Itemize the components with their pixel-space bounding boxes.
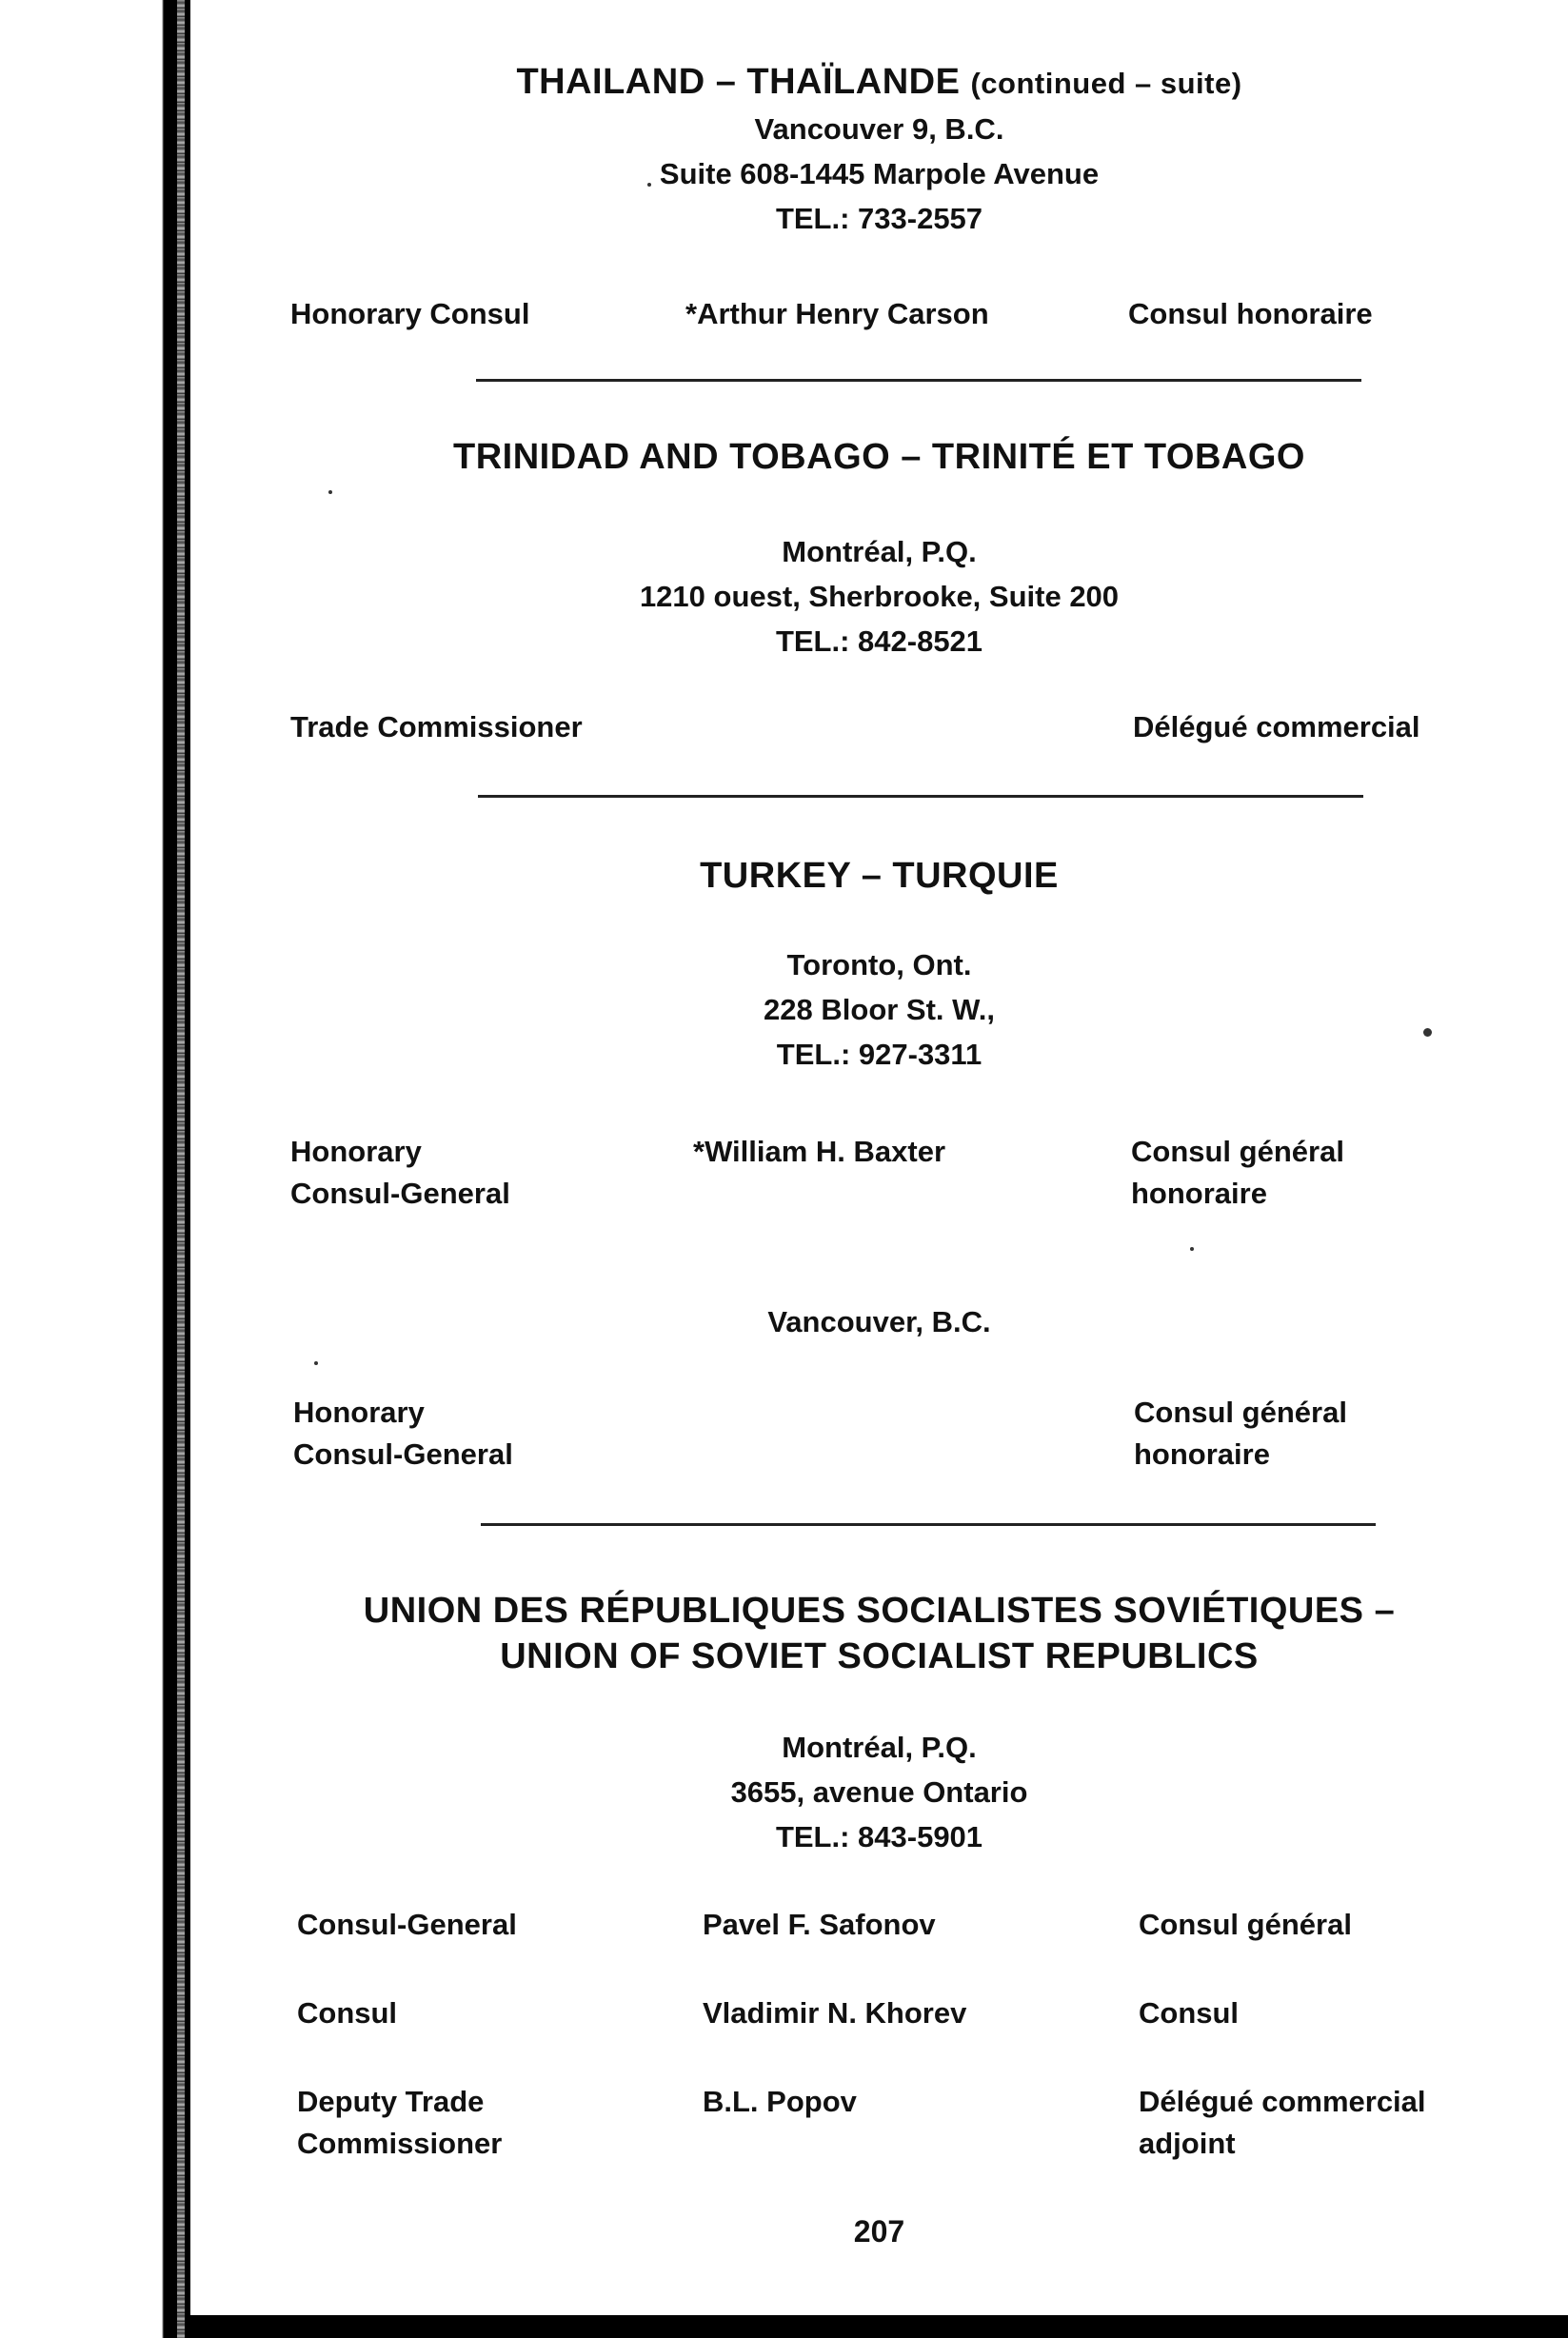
page-number: 207 — [853, 2214, 905, 2249]
official-row — [190, 1992, 1568, 2088]
title-suffix: (continued – suite) — [970, 67, 1242, 100]
title-english — [290, 1131, 633, 1215]
official-row — [190, 1131, 1568, 1226]
section-divider — [476, 379, 1361, 382]
document-page — [190, 0, 1568, 2315]
title-english-line1: Deputy Trade — [297, 2085, 485, 2118]
title-english: Honorary Consul — [290, 297, 530, 330]
title-french — [1134, 1392, 1534, 1476]
title-english-line2: Consul-General — [293, 1437, 513, 1471]
title-french: Consul — [1139, 1996, 1240, 2030]
title-english: Consul — [297, 1996, 398, 2030]
section-divider — [481, 1523, 1376, 1526]
street-address: 228 Bloor St. W., — [764, 993, 995, 1026]
title-english — [293, 1392, 636, 1476]
section-turkey — [190, 853, 1568, 1077]
title-french-line1: Délégué commercial — [1139, 2085, 1426, 2118]
official-row — [190, 1904, 1568, 1999]
telephone: TEL.: 842-8521 — [775, 624, 983, 658]
title-french: Délégué commercial — [1133, 710, 1420, 743]
scan-speck — [328, 490, 332, 494]
title-french — [1139, 2081, 1538, 2165]
binding-edge — [0, 0, 190, 2338]
scan-speck — [314, 1361, 318, 1365]
official-name: Vladimir N. Khorev — [703, 1996, 967, 2030]
section-divider — [478, 795, 1363, 798]
official-row — [190, 1392, 1568, 1487]
title-english-line1: Honorary — [293, 1396, 425, 1429]
scan-speck — [1190, 1247, 1194, 1251]
official-name: *Arthur Henry Carson — [685, 297, 989, 330]
official-row — [190, 706, 1568, 802]
official-name: Pavel F. Safonov — [703, 1908, 936, 1941]
city: Toronto, Ont. — [786, 948, 972, 981]
title-english — [297, 2081, 640, 2165]
title-english: Trade Commissioner — [290, 710, 583, 743]
city: Vancouver 9, B.C. — [754, 112, 1004, 146]
city: Montréal, P.Q. — [782, 1731, 977, 1764]
official-name: B.L. Popov — [703, 2085, 857, 2118]
title-french-line2: honoraire — [1134, 1437, 1270, 1471]
subsection-vancouver — [190, 1299, 1568, 1344]
street-address: Suite 608-1445 Marpole Avenue — [659, 157, 1100, 190]
street-address: 1210 ouest, Sherbrooke, Suite 200 — [639, 580, 1120, 613]
title-french: Consul général — [1139, 1908, 1352, 1941]
section-trinidad-tobago — [190, 434, 1568, 664]
country-name-french: UNION DES RÉPUBLIQUES SOCIALISTES SOVIÉTIQUES – — [363, 1591, 1396, 1631]
official-row — [190, 2081, 1568, 2176]
city: Montréal, P.Q. — [782, 535, 977, 568]
title-french-line2: adjoint — [1139, 2127, 1236, 2160]
title-english-line2: Consul-General — [290, 1177, 510, 1210]
section-thailand — [190, 59, 1568, 241]
section-title — [190, 59, 1568, 107]
country-name: THAILAND – THAÏLANDE — [516, 62, 961, 102]
title-french-line1: Consul général — [1134, 1396, 1347, 1429]
official-row — [190, 293, 1568, 388]
title-french: Consul honoraire — [1128, 297, 1373, 330]
title-french-line1: Consul général — [1131, 1135, 1344, 1168]
title-french — [1131, 1131, 1531, 1215]
country-name-english: UNION OF SOVIET SOCIALIST REPUBLICS — [500, 1636, 1259, 1676]
title-english-line1: Honorary — [290, 1135, 422, 1168]
telephone: TEL.: 927-3311 — [776, 1038, 982, 1071]
official-name: *William H. Baxter — [693, 1135, 946, 1168]
scan-bottom-edge — [190, 2315, 1568, 2338]
telephone: TEL.: 843-5901 — [775, 1820, 983, 1853]
city: Vancouver, B.C. — [767, 1305, 991, 1338]
scan-speck — [1423, 1028, 1432, 1037]
binding-strip — [177, 0, 185, 2338]
section-ussr — [190, 1588, 1568, 1859]
country-name: TRINIDAD AND TOBAGO – TRINITÉ ET TOBAGO — [453, 437, 1305, 477]
scan-speck — [647, 183, 651, 187]
street-address: 3655, avenue Ontario — [730, 1775, 1028, 1809]
country-name: TURKEY – TURQUIE — [700, 856, 1059, 896]
title-french-line2: honoraire — [1131, 1177, 1267, 1210]
title-english-line2: Commissioner — [297, 2127, 503, 2160]
telephone: TEL.: 733-2557 — [775, 202, 983, 235]
title-english: Consul-General — [297, 1908, 517, 1941]
